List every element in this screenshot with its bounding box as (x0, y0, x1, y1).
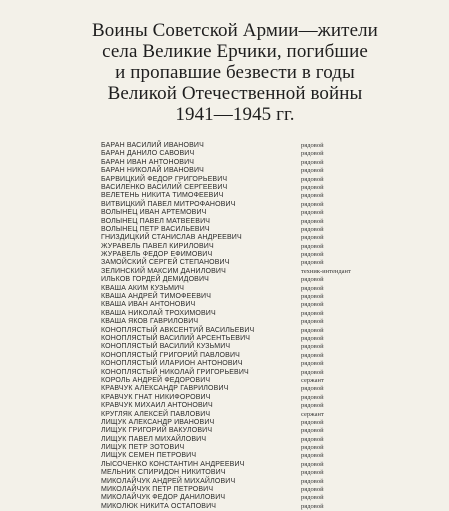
list-item (101, 310, 361, 318)
list-item (101, 276, 361, 284)
soldier-rank: рядовой (301, 234, 324, 242)
list-item (101, 377, 361, 385)
soldier-rank: рядовой (301, 318, 324, 326)
soldier-name: БАРАН ИВАН АНТОНОВИЧ (101, 158, 195, 166)
soldier-name: ВОЛЫНЕЦ ПЕТР ВАСИЛЬЕВИЧ (101, 225, 210, 233)
list-item (101, 486, 361, 494)
soldier-rank: рядовой (301, 259, 324, 267)
list-item (101, 293, 361, 301)
soldier-name: БАРВИЦКИЙ ФЕДОР ГРИГОРЬЕВИЧ (101, 175, 228, 183)
soldier-rank: рядовой (301, 460, 324, 468)
soldier-rank: рядовой (301, 368, 324, 376)
soldier-rank: рядовой (301, 343, 324, 351)
soldier-rank: рядовой (301, 301, 324, 309)
soldier-name: ЗАМОЙСКИЙ СЕРГЕЙ СТЕПАНОВИЧ (101, 259, 230, 267)
soldier-rank: рядовой (301, 276, 324, 284)
list-item (101, 352, 361, 360)
soldier-rank: рядовой (301, 217, 324, 225)
soldier-name: ГНИЗДИЦКИЙ СТАНИСЛАВ АНДРЕЕВИЧ (101, 234, 242, 242)
heading-line: Воины Советской Армии—жители (92, 20, 378, 41)
soldier-rank: рядовой (301, 477, 324, 485)
list-item (101, 478, 361, 486)
list-item (101, 268, 361, 276)
soldier-name: КВАША ИВАН АНТОНОВИЧ (101, 301, 196, 309)
soldier-rank: рядовой (301, 486, 324, 494)
soldier-name: МИКОЛАЙЧУК АНДРЕЙ МИХАЙЛОВИЧ (101, 477, 236, 485)
list-item (101, 301, 361, 309)
soldier-rank: рядовой (301, 334, 324, 342)
list-item (101, 201, 361, 209)
soldier-name: ЖУРАВЕЛЬ ФЕДОР ЕФИМОВИЧ (101, 251, 213, 259)
soldier-rank: рядовой (301, 142, 324, 149)
soldier-name: КРАВЧУК АЛЕКСАНДР ГАВРИЛОВИЧ (101, 385, 229, 393)
soldier-name: КРАВЧУК ГНАТ НИКИФОРОВИЧ (101, 393, 211, 401)
soldier-rank: рядовой (301, 351, 324, 359)
soldier-rank: сержант (301, 410, 324, 418)
list-item (101, 327, 361, 335)
soldier-rank: рядовой (301, 385, 324, 393)
list-item (101, 285, 361, 293)
list-item (101, 234, 361, 242)
soldier-name: ЛЫСОЧЕНКО КОНСТАНТИН АНДРЕЕВИЧ (101, 460, 245, 468)
soldier-name: МИКОЛЮК НИКИТА ОСТАПОВИЧ (101, 502, 217, 510)
list-item (101, 192, 361, 200)
soldier-name: КВАША НИКОЛАЙ ТРОХИМОВИЧ (101, 309, 216, 317)
list-item (101, 360, 361, 368)
soldier-name: ВОЛЫНЕЦ ИВАН АРТЕМОВИЧ (101, 209, 207, 217)
soldier-rank: рядовой (301, 402, 324, 410)
soldier-name: КОНОПЛЯСТЫЙ АВКСЕНТИЙ ВАСИЛЬЕВИЧ (101, 326, 255, 334)
list-item (101, 150, 361, 158)
list-item (101, 494, 361, 502)
list-item (101, 469, 361, 477)
soldier-rank: техник-интендант (301, 267, 351, 275)
list-item (101, 184, 361, 192)
soldier-name: БАРАН ВАСИЛИЙ ИВАНОВИЧ (101, 142, 204, 149)
soldier-rank: рядовой (301, 502, 324, 510)
list-item (101, 452, 361, 460)
soldier-name: КОНОПЛЯСТЫЙ ВАСИЛИЙ КУЗЬМИЧ (101, 343, 231, 351)
soldier-rank: рядовой (301, 469, 324, 477)
heading-line: села Великие Ерчики, погибшие (102, 41, 368, 62)
casualty-list (101, 142, 361, 511)
list-item (101, 402, 361, 410)
soldier-rank: рядовой (301, 293, 324, 301)
soldier-name: ЗЕЛИНСКИЙ МАКСИМ ДАНИЛОВИЧ (101, 267, 226, 275)
soldier-name: ЛИЩУК ГРИГОРИЙ ВАКУЛОВИЧ (101, 427, 213, 435)
soldier-rank: рядовой (301, 242, 324, 250)
soldier-rank: рядовой (301, 225, 324, 233)
soldier-name: ВЕЛЕТЕНЬ НИКИТА ТИМОФЕЕВИЧ (101, 192, 224, 200)
soldier-rank: рядовой (301, 360, 324, 368)
soldier-name: ЖУРАВЕЛЬ ПАВЕЛ КИРИЛОВИЧ (101, 242, 214, 250)
soldier-name: КРУГЛЯК АЛЕКСЕЙ ПАВЛОВИЧ (101, 410, 211, 418)
list-item (101, 218, 361, 226)
list-item (101, 167, 361, 175)
soldier-rank: рядовой (301, 284, 324, 292)
soldier-rank: рядовой (301, 393, 324, 401)
soldier-name: ВОЛЫНЕЦ ПАВЕЛ МАТВЕЕВИЧ (101, 217, 211, 225)
list-item (101, 369, 361, 377)
soldier-rank: рядовой (301, 183, 324, 191)
soldier-rank: рядовой (301, 326, 324, 334)
list-item (101, 427, 361, 435)
soldier-name: КРАВЧУК МИХАИЛ АНТОНОВИЧ (101, 402, 213, 410)
soldier-name: МИКОЛАЙЧУК ПЕТР ПЕТРОВИЧ (101, 486, 214, 494)
list-item (101, 142, 361, 150)
soldier-rank: рядовой (301, 452, 324, 460)
heading-line: Великой Отечественной войны (107, 83, 363, 104)
soldier-rank: рядовой (301, 175, 324, 183)
soldier-rank: рядовой (301, 309, 324, 317)
list-item (101, 209, 361, 217)
soldier-rank: рядовой (301, 158, 324, 166)
soldier-name: КОНОПЛЯСТЫЙ НИКОЛАЙ ГРИГОРЬЕВИЧ (101, 368, 249, 376)
soldier-name: ЛИЩУК СЕМЕН ПЕТРОВИЧ (101, 452, 197, 460)
list-item (101, 159, 361, 167)
soldier-name: МЕЛЬНИК СПИРИДОН НИКИТОВИЧ (101, 469, 226, 477)
soldier-rank: сержант (301, 376, 324, 384)
soldier-rank: рядовой (301, 494, 324, 502)
soldier-name: ИЛЬКОВ ГОРДЕЙ ДЕМИДОВИЧ (101, 276, 209, 284)
soldier-rank: рядовой (301, 150, 324, 158)
soldier-name: КВАША ЯКОВ ГАВРИЛОВИЧ (101, 318, 199, 326)
list-item (101, 259, 361, 267)
list-item (101, 436, 361, 444)
soldier-name: КОНОПЛЯСТЫЙ ИЛАРИОН АНТОНОВИЧ (101, 360, 243, 368)
soldier-name: ВАСИЛЕНКО ВАСИЛИЙ СЕРГЕЕВИЧ (101, 183, 228, 191)
list-item (101, 461, 361, 469)
soldier-name: КОРОЛЬ АНДРЕЙ ФЕДОРОВИЧ (101, 376, 211, 384)
list-item (101, 243, 361, 251)
soldier-name: БАРАН ДАНИЛО САВОВИЧ (101, 150, 195, 158)
heading-line: и пропавшие безвести в годы (115, 62, 355, 83)
soldier-name: КОНОПЛЯСТЫЙ ГРИГОРИЙ ПАВЛОВИЧ (101, 351, 240, 359)
soldier-name: КВАША АКИМ КУЗЬМИЧ (101, 284, 185, 292)
list-item (101, 394, 361, 402)
soldier-name: КОНОПЛЯСТЫЙ ВАСИЛИЙ АРСЕНТЬЕВИЧ (101, 334, 251, 342)
soldier-name: КВАША АНДРЕЙ ТИМОФЕЕВИЧ (101, 293, 212, 301)
soldier-rank: рядовой (301, 192, 324, 200)
page-heading (40, 20, 430, 125)
soldier-rank: рядовой (301, 427, 324, 435)
soldier-name: ЛИЩУК ПАВЕЛ МИХАЙЛОВИЧ (101, 435, 207, 443)
soldier-name: МИКОЛАЙЧУК ФЕДОР ДАНИЛОВИЧ (101, 494, 226, 502)
soldier-name: ВИТВИЦКИЙ ПАВЕЛ МИТРОФАНОВИЧ (101, 200, 236, 208)
list-item (101, 385, 361, 393)
list-item (101, 444, 361, 452)
soldier-name: ЛИЩУК ПЕТР ЗОТОВИЧ (101, 444, 185, 452)
soldier-rank: рядовой (301, 167, 324, 175)
soldier-rank: рядовой (301, 251, 324, 259)
list-item (101, 503, 361, 511)
soldier-rank: рядовой (301, 435, 324, 443)
soldier-name: ЛИЩУК АЛЕКСАНДР ИВАНОВИЧ (101, 418, 215, 426)
soldier-rank: рядовой (301, 209, 324, 217)
list-item (101, 343, 361, 351)
soldier-name: БАРАН НИКОЛАЙ ИВАНОВИЧ (101, 167, 204, 175)
list-item (101, 411, 361, 419)
soldier-rank: рядовой (301, 200, 324, 208)
soldier-rank: рядовой (301, 444, 324, 452)
list-item (101, 318, 361, 326)
heading-years: 1941—1945 гг. (175, 104, 295, 125)
list-item (101, 176, 361, 184)
soldier-rank: рядовой (301, 418, 324, 426)
